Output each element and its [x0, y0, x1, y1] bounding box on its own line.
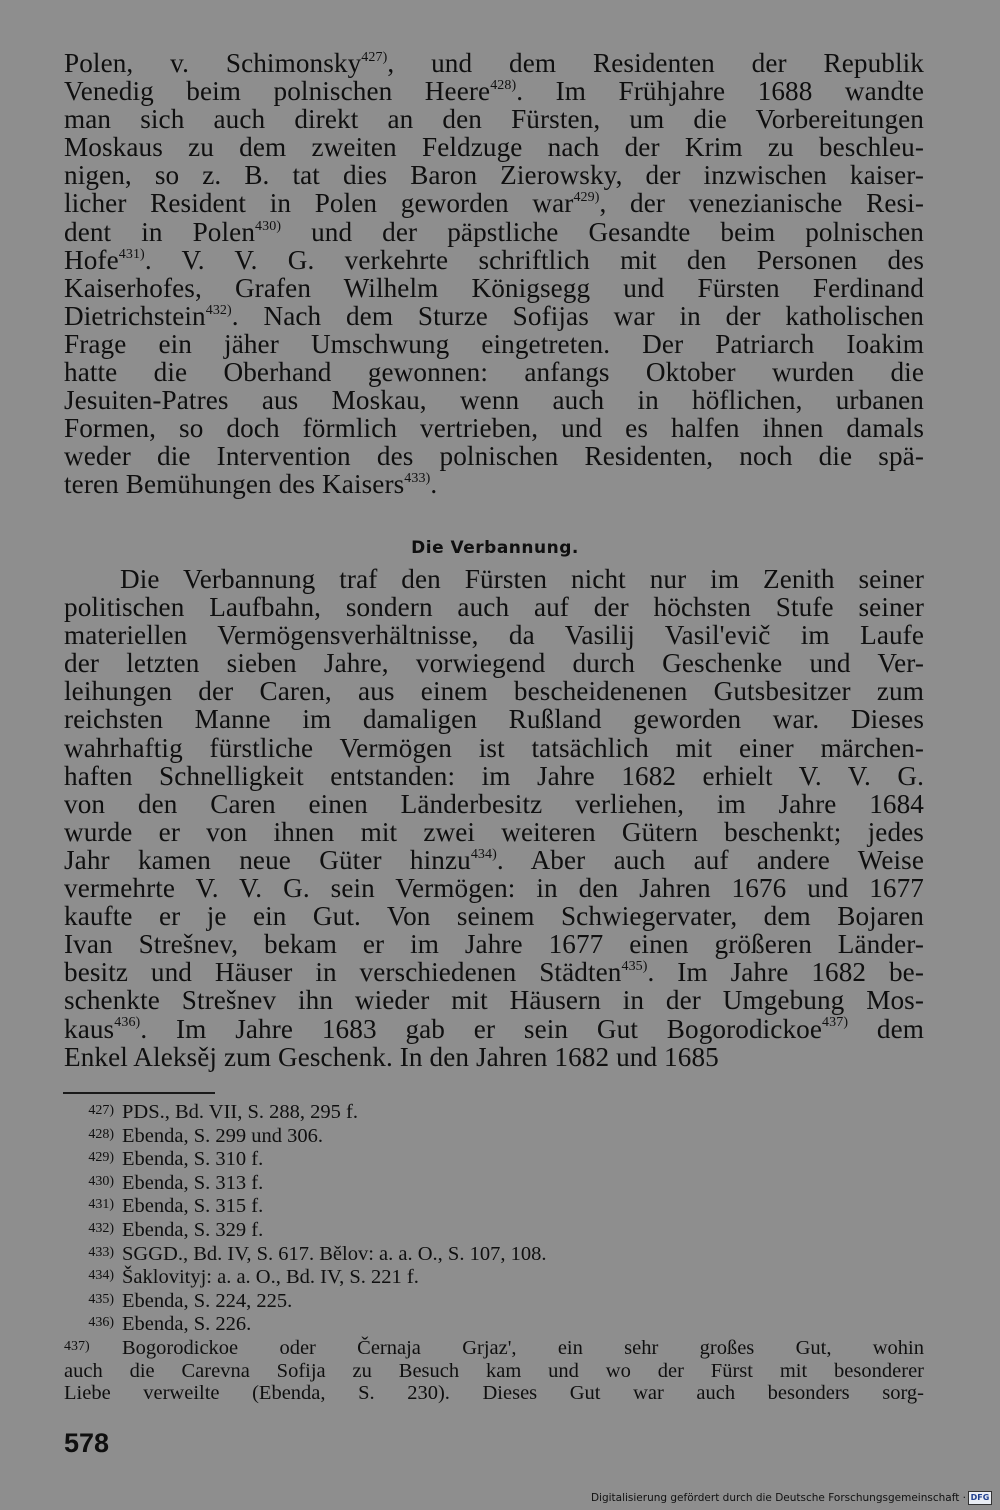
text-line — [64, 302, 924, 330]
footnote-text: PDS., Bd. VII, S. 288, 295 f. — [122, 1101, 358, 1123]
footnote-text: Ebenda, S. 226. — [122, 1313, 252, 1336]
line-text: dent in Polen — [64, 216, 256, 247]
footnote — [64, 1124, 924, 1148]
footnote-number: 432) — [88, 1220, 114, 1236]
footnote-number: 428) — [88, 1126, 114, 1142]
line-text: nigen, so z. B. tat dies Baron Zierowsky, der inzwischen kaiser- — [64, 160, 924, 191]
footnote-text: SGGD., Bd. IV, S. 617. Bělov: a. a. O., S. 107, 108. — [122, 1242, 547, 1265]
line-text: . — [430, 469, 438, 500]
footnote — [64, 1312, 924, 1336]
line-text: und der päpstliche Gesandte beim polnischen — [281, 216, 924, 247]
line-text: Frage ein jäher Umschwung eingetreten. Der Patriarch Ioakim — [64, 328, 924, 359]
text-line — [64, 246, 924, 274]
text-line — [64, 677, 924, 705]
line-text: materiellen Vermögensverhältnisse, da Vasilij Vasil'evič im Laufe — [64, 620, 924, 651]
footnote-text: Ebenda, S. 313 f. — [122, 1171, 264, 1194]
footnote — [64, 1100, 924, 1124]
footnote-line — [64, 1336, 924, 1360]
text-line — [64, 930, 924, 958]
footnote — [64, 1147, 924, 1171]
line-text: Venedig beim polnischen Heere — [64, 76, 491, 107]
line-text: wurde er von ihnen mit zwei weiteren Gütern beschenkt; jedes — [64, 816, 924, 847]
text-line — [64, 1015, 924, 1043]
text-line — [64, 705, 924, 733]
line-text: Hofe — [64, 244, 119, 275]
footnote-text: Ebenda, S. 329 f. — [122, 1218, 264, 1241]
text-line — [64, 49, 924, 77]
paragraph-2 — [64, 565, 924, 1071]
line-text: politischen Laufbahn, sondern auch auf der höchsten Stufe seiner — [64, 592, 924, 623]
footnote — [64, 1171, 924, 1195]
text-line — [64, 189, 924, 217]
footnotes — [64, 1100, 924, 1405]
text-line — [64, 565, 924, 593]
line-text: reichsten Manne im damaligen Rußland geworden war. Dieses — [64, 704, 924, 735]
footnote-ref: 436) — [114, 1015, 141, 1031]
digitization-credit: Digitalisierung gefördert durch die Deutsche Forschungsgemeinschaft · — [590, 1492, 966, 1504]
dfg-logo: DFG — [968, 1491, 992, 1505]
footnote-ref: 435) — [621, 959, 648, 975]
footnote-text: Ebenda, S. 299 und 306. — [122, 1124, 323, 1147]
text-line — [64, 649, 924, 677]
line-text: Enkel Aleksěj zum Geschenk. In den Jahren 1682 und 1685 — [64, 1041, 719, 1072]
line-text: von den Caren einen Länderbesitz verliehen, im Jahre 1684 — [64, 788, 924, 819]
footnote-text: Ebenda, S. 310 f. — [122, 1148, 264, 1171]
text-line — [64, 358, 924, 386]
line-text: . Aber auch auf andere Weise — [496, 844, 924, 875]
section-heading: Die Verbannung. — [411, 538, 579, 558]
text-line — [64, 1043, 924, 1071]
footnote-ref: 431) — [118, 246, 145, 262]
footnote-ref: 428) — [490, 78, 517, 94]
text-line — [64, 330, 924, 358]
text-line — [64, 593, 924, 621]
footnote-text: Bogorodickoe oder Černaja Grjaz', ein sehr großes Gut, wohin — [122, 1336, 924, 1359]
text-line — [64, 874, 924, 902]
footnote — [64, 1289, 924, 1313]
line-text: . Im Frühjahre 1688 wandte — [516, 76, 924, 107]
line-text: Formen, so doch förmlich vertrieben, und es halfen ihnen damals — [64, 413, 924, 444]
line-text: . Im Jahre 1683 gab er sein Gut Bogorodickoe — [140, 1013, 823, 1044]
footnote — [64, 1265, 924, 1289]
footnote — [64, 1336, 924, 1405]
line-text: schenkte Strešnev ihn wieder mit Häusern in der Umgebung Mos- — [64, 985, 924, 1016]
footnote-number: 433) — [88, 1244, 114, 1260]
text-line — [64, 77, 924, 105]
footnote-line — [64, 1382, 924, 1405]
line-text: wahrhaftig fürstliche Vermögen ist tatsächlich mit einer märchen- — [64, 732, 924, 763]
line-text: . V. V. G. verkehrte schriftlich mit den Personen des — [144, 244, 924, 275]
line-text: haften Schnelligkeit entstanden: im Jahre 1682 erhielt V. V. G. — [64, 760, 924, 791]
footnote-number: 435) — [88, 1291, 114, 1307]
footnote-divider — [63, 1092, 215, 1094]
footnote-number: 437) — [64, 1338, 90, 1354]
footnote — [64, 1218, 924, 1242]
text-line — [64, 986, 924, 1014]
line-text: , und dem Residenten der Republik — [387, 48, 924, 78]
footnote-number: 429) — [88, 1150, 114, 1166]
footnote-text: Ebenda, S. 224, 225. — [122, 1289, 293, 1312]
text-line — [64, 621, 924, 649]
line-text: Dietrichstein — [64, 300, 206, 331]
text-line — [64, 442, 924, 470]
text-line — [64, 105, 924, 133]
line-text: vermehrte V. V. G. sein Vermögen: in den Jahren 1676 und 1677 — [64, 873, 924, 904]
text-line — [64, 274, 924, 302]
footnote-ref: 429) — [573, 190, 600, 206]
text-line — [64, 818, 924, 846]
text-line — [64, 414, 924, 442]
paragraph-1 — [64, 49, 924, 499]
footnote-number: 431) — [88, 1197, 114, 1213]
text-line — [64, 846, 924, 874]
text-line — [64, 902, 924, 930]
line-text: , der venezianische Resi- — [599, 188, 924, 219]
footnote-ref: 437) — [822, 1015, 849, 1031]
text-line — [64, 133, 924, 161]
text-line — [64, 218, 924, 246]
footnote-text: auch die Carevna Sofija zu Besuch kam und wo der Fürst mit besonderer — [64, 1359, 924, 1382]
footnote-text: Liebe verweilte (Ebenda, S. 230). Dieses Gut war auch besonders sorg- — [64, 1382, 924, 1405]
text-line — [64, 958, 924, 986]
footnote-number: 434) — [88, 1268, 114, 1284]
footnote-ref: 434) — [470, 846, 497, 862]
text-line — [64, 790, 924, 818]
footnote — [64, 1194, 924, 1218]
line-text: Moskaus zu dem zweiten Feldzuge nach der Krim zu beschleu- — [64, 132, 924, 163]
line-text: weder die Intervention des polnischen Residenten, noch die spä- — [64, 441, 924, 472]
footnote-number: 430) — [88, 1173, 114, 1189]
line-text: kaus — [64, 1013, 115, 1044]
footnote-ref: 430) — [255, 218, 282, 234]
text-line — [64, 470, 924, 498]
text-line — [64, 386, 924, 414]
line-text: Ivan Strešnev, bekam er im Jahre 1677 einen größeren Länder- — [64, 929, 924, 960]
text-line — [64, 734, 924, 762]
footnote-text: Šaklovityj: a. a. O., Bd. IV, S. 221 f. — [122, 1266, 419, 1289]
line-text: . Im Jahre 1682 be- — [647, 957, 924, 988]
text-line — [64, 161, 924, 189]
line-text: hatte die Oberhand gewonnen: anfangs Oktober wurden die — [64, 357, 924, 388]
line-text: leihungen der Caren, aus einem bescheidenenen Gutsbesitzer zum — [64, 676, 924, 707]
line-text: licher Resident in Polen geworden war — [64, 188, 574, 219]
text-line — [64, 762, 924, 790]
footnote-text: Ebenda, S. 315 f. — [122, 1195, 264, 1218]
line-text: Die Verbannung traf den Fürsten nicht nur im Zenith seiner — [120, 564, 924, 594]
line-text: besitz und Häuser in verschiedenen Städten — [64, 957, 622, 988]
footnote-ref: 427) — [361, 49, 388, 65]
footnote — [64, 1242, 924, 1266]
line-text: kaufte er je ein Gut. Von seinem Schwiegervater, dem Bojaren — [64, 901, 924, 932]
line-text: dem — [848, 1013, 924, 1044]
footnote-ref: 432) — [205, 302, 232, 318]
footnote-number: 436) — [88, 1315, 114, 1331]
line-text: Jahr kamen neue Güter hinzu — [64, 844, 471, 875]
footnote-line — [64, 1360, 924, 1383]
footnote-ref: 433) — [404, 471, 431, 487]
line-text: Polen, v. Schimonsky — [64, 48, 362, 78]
line-text: Jesuiten-Patres aus Moskau, wenn auch in höflichen, urbanen — [64, 385, 924, 416]
line-text: teren Bemühungen des Kaisers — [64, 469, 405, 500]
line-text: Kaiserhofes, Grafen Wilhelm Königsegg und Fürsten Ferdinand — [64, 272, 924, 303]
line-text: man sich auch direkt an den Fürsten, um die Vorbereitungen — [64, 104, 924, 135]
line-text: . Nach dem Sturze Sofijas war in der katholischen — [231, 300, 924, 331]
page-number: 578 — [64, 1428, 110, 1458]
line-text: der letzten sieben Jahre, vorwiegend durch Geschenke und Ver- — [64, 648, 924, 679]
footnote-number: 427) — [88, 1103, 114, 1118]
